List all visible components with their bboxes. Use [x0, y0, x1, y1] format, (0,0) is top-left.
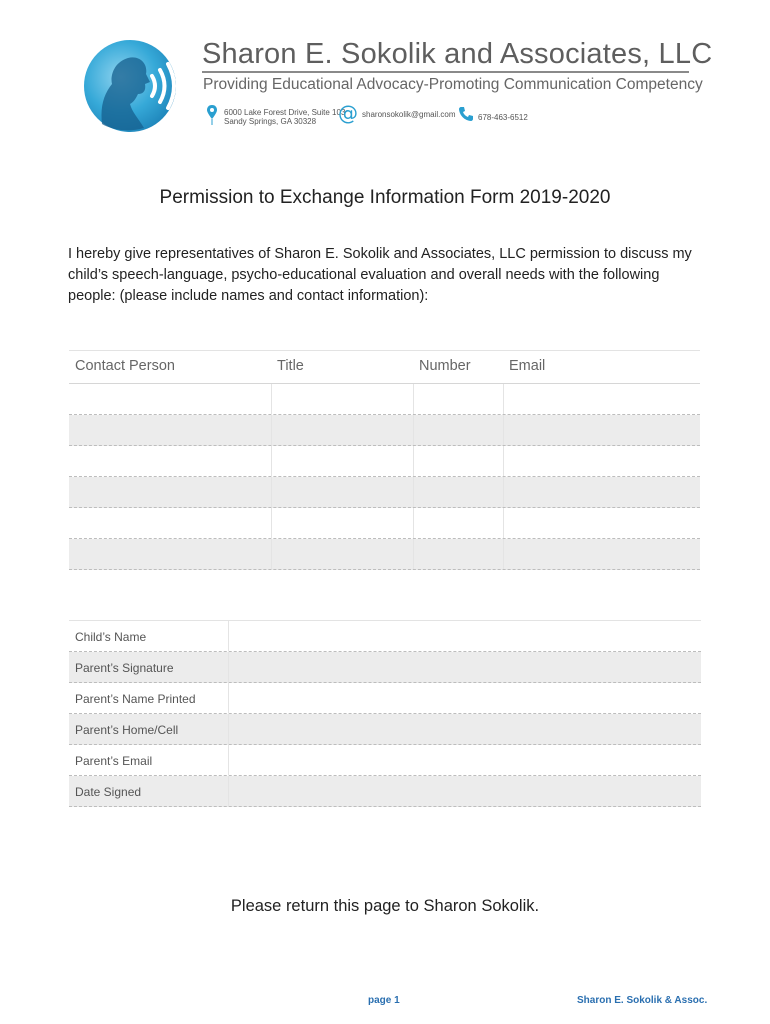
table-row [69, 652, 701, 683]
childs-name-field[interactable] [228, 621, 701, 651]
email-field[interactable] [503, 539, 700, 569]
header-divider [202, 71, 689, 73]
title-field[interactable] [271, 415, 413, 445]
form-intro: I hereby give representatives of Sharon E. Sokolik and Associates, LLC permission to discuss my child’s speech-language, psycho-educational evaluation and overall needs with the following people: (please include names and contact information): [68, 246, 692, 304]
page-number: page 1 [368, 995, 400, 1006]
email-field[interactable] [503, 446, 700, 476]
company-tagline: Providing Educational Advocacy-Promoting Communication Competency [203, 76, 703, 93]
contacts-table [69, 350, 700, 570]
table-row [69, 384, 700, 415]
contact-person-field[interactable] [69, 539, 271, 569]
parents-signature-field[interactable] [228, 652, 701, 682]
title-field[interactable] [271, 508, 413, 538]
number-field[interactable] [413, 508, 503, 538]
table-row [69, 446, 700, 477]
return-instruction: Please return this page to Sharon Sokolik. [230, 897, 540, 915]
address-line-2: Sandy Springs, GA 30328 [224, 117, 317, 126]
date-signed-label: Date Signed [75, 785, 142, 799]
company-name: Sharon E. Sokolik and Associates, LLC [202, 38, 713, 70]
title-field[interactable] [271, 446, 413, 476]
title-field[interactable] [271, 539, 413, 569]
number-field[interactable] [413, 415, 503, 445]
table-row [69, 539, 700, 570]
number-field[interactable] [413, 384, 503, 414]
email-field[interactable] [503, 384, 700, 414]
parents-home-cell-field[interactable] [228, 714, 701, 744]
address-line-1: 6000 Lake Forest Drive, Suite 103 [224, 108, 346, 117]
table-row [69, 477, 700, 508]
contact-phone: 678-463-6512 [478, 113, 528, 122]
parents-signature-label: Parent’s Signature [75, 661, 174, 675]
email-field[interactable] [503, 415, 700, 445]
column-header-email: Email [509, 358, 546, 374]
parents-name-printed-label: Parent’s Name Printed [75, 692, 196, 706]
footer-brand: Sharon E. Sokolik & Assoc. [577, 995, 708, 1006]
table-row [69, 776, 701, 807]
contacts-table-header [69, 351, 700, 384]
number-field[interactable] [413, 446, 503, 476]
contact-person-field[interactable] [69, 415, 271, 445]
number-field[interactable] [413, 477, 503, 507]
phone-icon [458, 106, 474, 122]
email-field[interactable] [503, 508, 700, 538]
date-signed-field[interactable] [228, 776, 701, 806]
parents-email-field[interactable] [228, 745, 701, 775]
table-row [69, 745, 701, 776]
column-header-contact-person: Contact Person [75, 358, 175, 374]
contact-person-field[interactable] [69, 384, 271, 414]
table-row [69, 508, 700, 539]
title-field[interactable] [271, 477, 413, 507]
table-row [69, 621, 701, 652]
contact-person-field[interactable] [69, 477, 271, 507]
table-row [69, 683, 701, 714]
column-header-title: Title [277, 358, 304, 374]
contact-person-field[interactable] [69, 446, 271, 476]
table-row [69, 714, 701, 745]
childs-name-label: Child’s Name [75, 630, 147, 644]
location-pin-icon [206, 104, 218, 126]
company-logo [82, 36, 186, 136]
parents-home-cell-label: Parent’s Home/Cell [75, 723, 179, 737]
contact-person-field[interactable] [69, 508, 271, 538]
number-field[interactable] [413, 539, 503, 569]
contact-email: sharonsokolik@gmail.com [362, 110, 456, 119]
at-sign-icon: @ [338, 101, 358, 125]
email-field[interactable] [503, 477, 700, 507]
parents-name-printed-field[interactable] [228, 683, 701, 713]
column-header-number: Number [419, 358, 471, 374]
signature-table [69, 620, 701, 807]
parents-email-label: Parent’s Email [75, 754, 153, 768]
title-field[interactable] [271, 384, 413, 414]
table-row [69, 415, 700, 446]
form-title: Permission to Exchange Information Form 2019-2020 [159, 187, 611, 208]
